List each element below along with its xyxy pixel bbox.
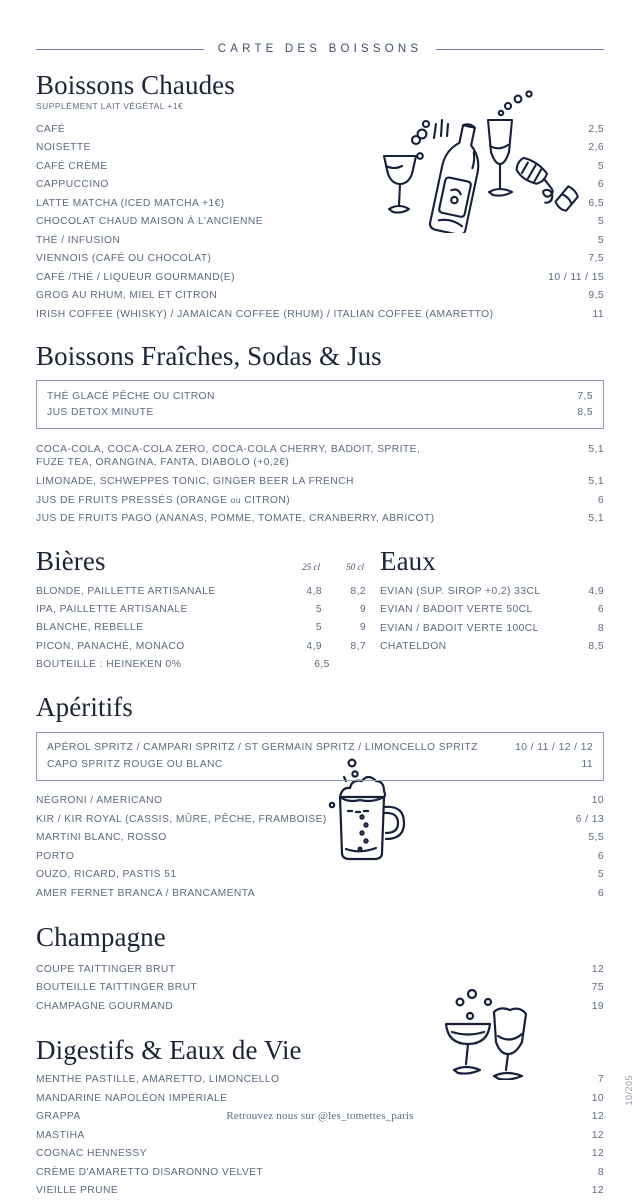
item-name: MARTINI BLANC, ROSSO <box>36 832 578 843</box>
menu-item <box>36 810 604 829</box>
menu-item <box>36 139 604 158</box>
item-name: THÉ / INFUSION <box>36 235 588 246</box>
item-price: 8,5 <box>578 641 604 652</box>
item-name: EVIAN (SUP. SIROP +0,2) 33CL <box>380 586 578 597</box>
menu-item <box>47 388 593 405</box>
item-name: EVIAN / BADOIT VERTE 100CL <box>380 623 588 634</box>
item-name: CRÈME D'AMARETTO DISARONNO VELVET <box>36 1167 588 1178</box>
menu-item <box>36 287 604 306</box>
item-price: 5 <box>588 216 604 227</box>
item-name-line2: FUZE TEA, ORANGINA, FANTA, DIABOLO (+0,2€) <box>36 457 289 468</box>
section-title-bieres: Bières <box>36 547 106 575</box>
menu-item <box>47 756 593 773</box>
item-name: JUS DETOX MINUTE <box>47 407 567 418</box>
banner <box>36 0 604 61</box>
section-aperitifs <box>36 673 604 902</box>
item-name: BLANCHE, REBELLE <box>36 622 278 633</box>
item-name: LATTE MATCHA (ICED MATCHA +1€) <box>36 198 578 209</box>
item-name <box>36 443 578 469</box>
section-title-champagne: Champagne <box>36 923 604 951</box>
item-price: 2,6 <box>578 142 604 153</box>
menu-item <box>36 176 604 195</box>
item-name: CAPO SPRITZ ROUGE OU BLANC <box>47 759 571 770</box>
menu-item <box>36 979 604 998</box>
menu-item <box>36 213 604 232</box>
item-price: 5 <box>588 869 604 880</box>
item-price: 19 <box>582 1001 604 1012</box>
menu-item <box>380 601 604 620</box>
item-price-25cl: 5 <box>278 622 322 633</box>
item-name: NOISETTE <box>36 142 578 153</box>
menu-item <box>36 997 604 1016</box>
menu-item <box>36 601 366 619</box>
menu-item <box>36 960 604 979</box>
item-name: CHATELDON <box>380 641 578 652</box>
item-price: 10 <box>582 1093 604 1104</box>
item-name: PICON, PANACHÉ, MONACO <box>36 641 278 652</box>
bieres-unit-headers <box>276 562 366 575</box>
menu-item <box>36 884 604 903</box>
item-name: KIR / KIR ROYAL (CASSIS, MÛRE, PÊCHE, FRAMBOISE) <box>36 814 566 825</box>
section-title-eaux: Eaux <box>380 547 604 575</box>
item-price: 2,5 <box>578 124 604 135</box>
item-price: 9,5 <box>578 290 604 301</box>
item-name-head: JUS DE FRUITS PRESSÉS (ORANGE <box>36 495 231 506</box>
aperitifs-items <box>36 792 604 903</box>
hot-items <box>36 120 604 324</box>
menu-item <box>36 491 604 510</box>
item-name: PORTO <box>36 851 588 862</box>
item-name: LIMONADE, SCHWEPPES TONIC, GINGER BEER LA FRENCH <box>36 476 578 487</box>
aperitifs-boxed-group <box>36 732 604 781</box>
item-name: NÉGRONI / AMERICANO <box>36 795 582 806</box>
item-price: 12 <box>582 1111 604 1122</box>
menu-item <box>36 829 604 848</box>
menu-item <box>36 792 604 811</box>
item-name: COUPE TAITTINGER BRUT <box>36 964 582 975</box>
item-name: CAFÉ <box>36 124 578 135</box>
cold-boxed-group <box>36 380 604 429</box>
item-name: JUS DE FRUITS PAGO (ANANAS, POMME, TOMATE, CRANBERRY, ABRICOT) <box>36 513 578 524</box>
item-price-25cl: 4,8 <box>278 586 322 597</box>
menu-item <box>47 740 593 757</box>
menu-item <box>36 866 604 885</box>
menu-item <box>36 250 604 269</box>
item-price: 5,1 <box>578 513 604 524</box>
menu-item <box>36 440 604 472</box>
item-price: 11 <box>571 759 593 770</box>
item-name-conjunction: ou <box>231 495 241 505</box>
banner-title: CARTE DES BOISSONS <box>218 43 422 55</box>
item-name-line1: COCA-COLA, COCA-COLA ZERO, COCA-COLA CHERRY, BADOIT, SPRITE, <box>36 444 420 455</box>
eaux-items <box>380 582 604 656</box>
menu-item <box>36 1071 604 1090</box>
item-price: 8 <box>588 1167 604 1178</box>
section-digestifs <box>36 1016 604 1200</box>
item-price: 6 <box>588 604 604 615</box>
menu-item <box>36 510 604 529</box>
bieres-header <box>36 547 366 575</box>
menu-item <box>36 619 366 637</box>
banner-rule-right <box>436 49 604 50</box>
item-name: BLONDE, PAILLETTE ARTISANALE <box>36 586 278 597</box>
item-name: VIEILLE PRUNE <box>36 1185 582 1196</box>
item-price: 7,5 <box>578 253 604 264</box>
item-name: MANDARINE NAPOLÉON IMPÉRIALE <box>36 1093 582 1104</box>
menu-item <box>47 405 593 422</box>
item-name: AMER FERNET BRANCA / BRANCAMENTA <box>36 888 588 899</box>
item-price: 11 <box>582 309 604 320</box>
item-name: GROG AU RHUM, MIEL ET CITRON <box>36 290 578 301</box>
item-price: 6,5 <box>278 659 366 670</box>
item-name: MENTHE PASTILLE, AMARETTO, LIMONCELLO <box>36 1074 588 1085</box>
section-champagne <box>36 903 604 1016</box>
item-price: 75 <box>582 982 604 993</box>
item-name: COGNAC HENNESSY <box>36 1148 582 1159</box>
item-name: CAPPUCCINO <box>36 179 588 190</box>
champagne-items <box>36 960 604 1016</box>
item-price: 8 <box>588 623 604 634</box>
item-price-50cl: 8,2 <box>322 586 366 597</box>
item-price-50cl: 8,7 <box>322 641 366 652</box>
item-name: EVIAN / BADOIT VERTE 50CL <box>380 604 588 615</box>
menu-item <box>36 194 604 213</box>
menu-item <box>36 305 604 324</box>
item-name: CHOCOLAT CHAUD MAISON À L'ANCIENNE <box>36 216 588 227</box>
item-price: 12 <box>582 1185 604 1196</box>
item-name: OUZO, RICARD, PASTIS 51 <box>36 869 588 880</box>
cold-items <box>36 440 604 528</box>
item-name-tail: CITRON) <box>241 495 290 506</box>
item-price-25cl: 4,9 <box>278 641 322 652</box>
section-subtitle-hot: SUPPLÉMENT LAIT VÉGÉTAL +1€ <box>36 101 604 111</box>
item-price: 6 <box>588 495 604 506</box>
item-name <box>36 495 588 506</box>
item-price: 12 <box>582 964 604 975</box>
unit-header-50cl: 50 cl <box>320 562 364 572</box>
item-name: IPA, PAILLETTE ARTISANALE <box>36 604 278 615</box>
item-price: 5 <box>588 161 604 172</box>
menu-item <box>36 157 604 176</box>
section-title-aperitifs: Apéritifs <box>36 693 604 721</box>
menu-item <box>36 637 366 655</box>
item-name: BOUTEILLE : HEINEKEN 0% <box>36 659 278 670</box>
section-boissons-chaudes <box>36 61 604 324</box>
item-name: VIENNOIS (CAFÉ OU CHOCOLAT) <box>36 253 578 264</box>
item-price: 7,5 <box>567 391 593 402</box>
item-price: 6,5 <box>578 198 604 209</box>
banner-rule-left <box>36 49 204 50</box>
menu-item <box>380 619 604 638</box>
menu-item <box>36 1089 604 1108</box>
item-name: CAFÉ /THÉ / LIQUEUR GOURMAND(E) <box>36 272 538 283</box>
item-price: 10 <box>582 795 604 806</box>
section-boissons-fraiches <box>36 324 604 528</box>
item-price: 6 / 13 <box>566 814 604 825</box>
menu-item <box>36 120 604 139</box>
footer-social-text: Retrouvez nous sur @les_tomettes_paris <box>0 1110 640 1122</box>
section-bieres <box>36 547 366 673</box>
item-price: 10 / 11 / 12 / 12 <box>505 742 593 753</box>
item-price: 6 <box>588 851 604 862</box>
item-name: GRAPPA <box>36 1111 582 1122</box>
section-title-digestifs: Digestifs & Eaux de Vie <box>36 1036 604 1064</box>
item-price-50cl: 9 <box>322 622 366 633</box>
item-name: THÉ GLACÉ PÊCHE OU CITRON <box>47 391 567 402</box>
item-name: CHAMPAGNE GOURMAND <box>36 1001 582 1012</box>
item-price: 6 <box>588 888 604 899</box>
item-price: 10 / 11 / 15 <box>538 272 604 283</box>
item-name: IRISH COFFEE (WHISKY) / JAMAICAN COFFEE (RHUM) / ITALIAN COFFEE (AMARETTO) <box>36 309 582 320</box>
section-title-hot: Boissons Chaudes <box>36 71 604 99</box>
item-price: 5,5 <box>578 832 604 843</box>
menu-item <box>36 847 604 866</box>
section-eaux <box>366 547 604 673</box>
section-bieres-eaux <box>36 528 604 673</box>
menu-item <box>36 582 366 600</box>
bieres-items <box>36 582 366 673</box>
item-price: 7 <box>588 1074 604 1085</box>
menu-item <box>380 582 604 601</box>
item-price: 12 <box>582 1148 604 1159</box>
item-price: 5 <box>588 235 604 246</box>
item-price: 6 <box>588 179 604 190</box>
item-price: 4,9 <box>578 586 604 597</box>
menu-item <box>36 231 604 250</box>
item-name: BOUTEILLE TAITTINGER BRUT <box>36 982 582 993</box>
item-price: 5,1 <box>578 444 604 455</box>
menu-item <box>36 1163 604 1182</box>
menu-item <box>380 638 604 657</box>
menu-item <box>36 268 604 287</box>
menu-item <box>36 655 366 673</box>
item-price: 5,1 <box>578 476 604 487</box>
item-price: 8,5 <box>567 407 593 418</box>
digestifs-items <box>36 1071 604 1200</box>
menu-item <box>36 1182 604 1200</box>
item-price-25cl: 5 <box>278 604 322 615</box>
item-price: 12 <box>582 1130 604 1141</box>
item-name: MASTIHA <box>36 1130 582 1141</box>
item-price-50cl: 9 <box>322 604 366 615</box>
item-name: CAFÉ CRÈME <box>36 161 588 172</box>
unit-header-25cl: 25 cl <box>276 562 320 572</box>
menu-item <box>36 473 604 492</box>
item-name: APÉROL SPRITZ / CAMPARI SPRITZ / ST GERMAIN SPRITZ / LIMONCELLO SPRITZ <box>47 742 505 753</box>
section-title-cold: Boissons Fraîches, Sodas & Jus <box>36 342 604 370</box>
menu-item <box>36 1126 604 1145</box>
page-code: 10/205 <box>624 1075 634 1106</box>
